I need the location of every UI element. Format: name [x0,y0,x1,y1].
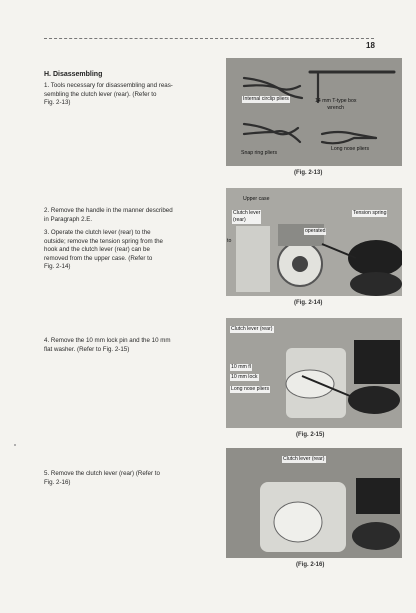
label-operated: operated [305,228,326,234]
fig-2-13-photo [226,58,402,166]
label-long-nose-pliers-2: Long nose pliers [231,386,270,392]
label-10mm-lock-pin: 10 mm lock [231,374,258,380]
label-clutch-lever-rear-2: Clutch lever (rear) [231,326,273,332]
fig-2-13-caption: (Fig. 2-13) [294,170,323,176]
fig-2-15-photo [226,318,402,428]
step-4-text: 4. Remove the 10 mm lock pin and the 10 mm flat washer. (Refer to Fig. 2-15) [44,337,171,353]
step-2-text: 2. Remove the handle in the manner described in Paragraph 2.E. [44,207,173,223]
step-5-text: 5. Remove the clutch lever (rear) (Refer to Fig. 2-16) [44,470,160,486]
label-tension-spring: Tension spring [353,210,387,216]
fig-2-16-photo [226,448,402,558]
clutch-lever-operation-illustration [226,188,402,296]
label-snap-ring-pliers: Snap ring pliers [241,150,278,156]
label-long-nose-pliers: Long nose pliers [331,146,370,152]
label-10mm-flat-washer: 10 mm fl [231,364,251,370]
fig-2-16-caption: (Fig. 2-16) [296,562,325,568]
label-internal-circlip-pliers: Internal circlip pliers [243,96,289,102]
fig-2-14-caption: (Fig. 2-14) [294,300,323,306]
fig-2-14-photo [226,188,402,296]
step-3-text: 3. Operate the clutch lever (rear) to the outside; remove the tension spring from the hook and the clutch lever (rear) can be removed from the upper case. (Refer to Fig. 2-14) [44,229,164,271]
step-1-text: 1. Tools necessary for disassembling and reas- sembling the clutch lever (rear). (Refer to Fig. 2-13) [44,82,173,107]
label-clutch-lever-rear: Clutch lever (rear) [233,210,261,223]
clutch-lever-removal-illustration [226,448,402,558]
page-speck [14,444,16,446]
label-to: to [227,238,232,244]
label-upper-case: Upper case [243,196,270,202]
header-rule [44,38,374,40]
lock-pin-removal-illustration [226,318,402,428]
label-clutch-lever-rear-3: Clutch lever (rear) [283,456,325,462]
label-t-type-box-wrench: 14 mm T-type box wrench [315,98,357,111]
section-heading: H. Disassembling [44,71,103,78]
page-number: 18 [366,41,375,50]
fig-2-15-caption: (Fig. 2-15) [296,432,325,438]
